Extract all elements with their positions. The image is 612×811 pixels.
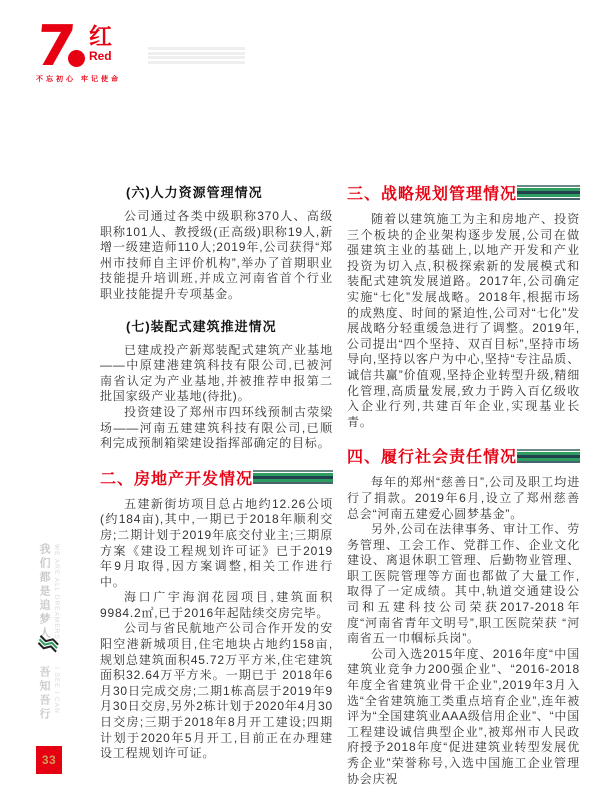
heading-stripes-decoration: [517, 449, 580, 464]
paragraph: 随着以建筑施工为主和房地产、投资三个板块的企业架构逐步发展,公司在做强建筑主业的基础上,以地产开发和产业投资为切入点,积极探索新的发展模式和装配式建筑发展道路。2017年,公司确定实施“七化”发展战略。2018年,根据市场的成熟度、时间的紧迫性,公司对“七化”发展战略分轻重缓急进行了调整。2019年,公司提出“四个坚持、双百目标”,坚持市场导向,坚持以客户为中心,坚持“专注品质、诚信共赢”价值观,坚持企业转型升级,精细化管理,高质量发展,致力于跨入百亿级收入企业行列,共建百年企业,实现基业长青。: [347, 212, 580, 429]
paragraph: 海口广宇海润花园项目,建筑面积9984.2㎡,已于2016年起陆续交房完毕。: [100, 590, 333, 620]
chapter-heading-responsibility: [347, 444, 580, 467]
logo-number-7: 7: [32, 14, 79, 79]
header-stripes-decoration: [148, 47, 245, 65]
paragraph: 每年的郑州“慈善日”,公司及职工均进行了捐款。2019年6月,设立了郑州慈善总会“河南五建爱心圆梦基金”。: [347, 475, 580, 521]
paragraph: 五建新街坊项目总占地约12.26公顷(约184亩),其中,一期已于2018年顺利交房;二期计划于2019年底交付业主;三期原方案《建设工程规划许可证》已于2019年9月取得,因方案调整,相关工作进行中。: [100, 496, 333, 589]
page-number-badge: 33: [36, 746, 62, 774]
logo-hong-character: 红: [88, 23, 113, 49]
spine-motto-cn: 吾知吾行: [38, 666, 50, 722]
paragraph: 另外,公司在法律事务、审计工作、劳务管理、工会工作、党群工作、企业文化建设、离退休职工管理、后勤物业管理、职工医院管理等方面也都做了大量工作,取得了一定成绩。其中,轨道交通建设公司和五建科技公司荣获2017-2018年度“河南省青年文明号”,职工医院荣获 “河南省五一巾帼标兵岗”。: [347, 522, 580, 646]
chapter-heading-realestate: [100, 466, 333, 489]
heading-stripes-decoration: [253, 470, 333, 485]
paragraph: 公司通过各类中级职称370人、高级职称101人、教授级(正高级)职称19人,新增一级建造师110人;2019年,公司获得“郑州市技师自主评价机构”,举办了首期职业技能提升培训班,并成立河南省首个行业职业技能提升专项基金。: [100, 209, 333, 301]
spine-slogan-en: WE ARE ALL DREAMERS: [53, 544, 60, 640]
section-heading-prefab: (七)装配式建筑推进情况: [126, 318, 277, 334]
left-column: [100, 176, 333, 762]
paragraph: 已建成投产新郑装配式建筑产业基地——中原建港建筑科技有限公司,已被河南省认定为产业基地,并被推荐申报第二批国家级产业基地(待批)。: [100, 342, 333, 404]
chapter-title: 二、房地产开发情况: [100, 470, 254, 488]
chapter-heading-strategy: [347, 181, 580, 204]
anniversary-70-red-logo: [32, 14, 121, 84]
chapter-title: 四、履行社会责任情况: [347, 449, 518, 467]
logo-red-label: Red: [88, 49, 112, 63]
spine-motto-en: I SEE I CAN: [53, 667, 60, 714]
chapter-title: 三、战略规划管理情况: [347, 186, 518, 203]
spine-slogan-cn: 我们都是追梦人: [38, 543, 50, 641]
paragraph: 投资建设了郑州市四环线预制古荥梁场——河南五建建筑科技有限公司,已顺利完成预制箱梁建设指挥部确定的目标。: [100, 404, 333, 451]
logo-tagline: 不忘初心 牢记使命: [36, 76, 121, 83]
section-heading-hr: (六)人力资源管理情况: [126, 185, 263, 200]
heading-stripes-decoration: [517, 185, 580, 200]
right-column: [347, 176, 580, 787]
paragraph: 公司与省民航地产公司合作开发的安阳空港新城项目,住宅地块占地约158亩,规划总建筑面积45.72万平方米,住宅建筑面积32.64万平方米。一期已于 2018年6月30日完成交房;二期1栋高层于2019年9月30日交房,另外2栋计划于2020年4月30日交房;三期于2018年8月开工建设;四期计划于2020年5月开工,目前正在办理建设工程规划许可证。: [100, 621, 333, 761]
paragraph: 公司入选2015年度、2016年度“中国建筑业竞争力200强企业”、“2016-2018年度全省建筑业骨干企业”,2019年3月入选“全省建筑施工类重点培育企业”,连年被评为“全国建筑业AAA级信用企业”、“中国工程建设诚信典型企业”,被郑州市人民政府授予2018年度“促进建筑业转型发展优秀企业”荣誉称号,入选中国施工企业管理协会庆祝: [347, 646, 580, 786]
company-chevron-logo-icon: [37, 632, 61, 659]
